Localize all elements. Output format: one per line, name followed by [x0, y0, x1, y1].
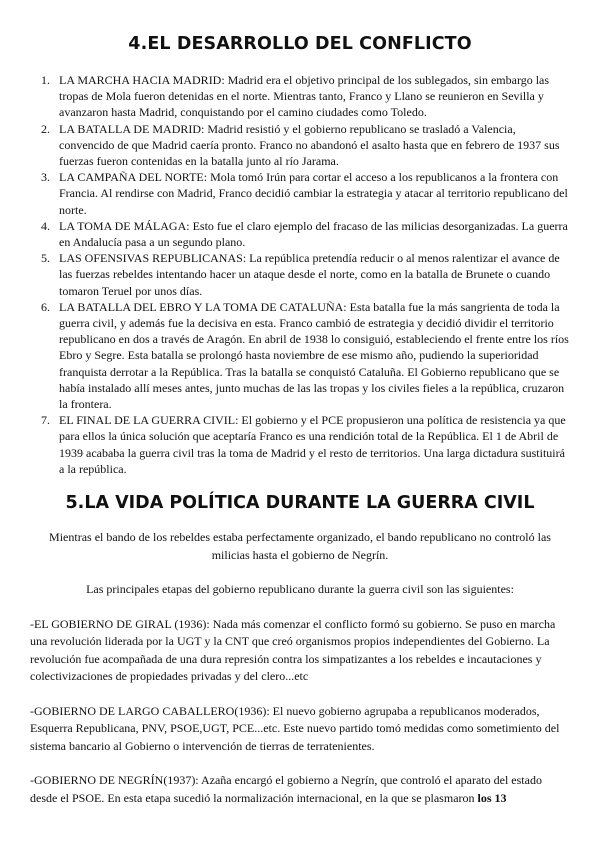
conflict-phases-list: [30, 72, 570, 477]
list-item: 4. LA TOMA DE MÁLAGA: Esto fue el claro ejemplo del fracaso de las milicias desorganizadas. La guerra en Andalucía pasa a un segundo plano.: [53, 218, 570, 250]
stages-intro: Las principales etapas del gobierno republicano durante la guerra civil son las siguientes:: [86, 582, 514, 597]
giral-government-paragraph: -EL GOBIERNO DE GIRAL (1936): Nada más comenzar el conflicto formó su gobierno. Se puso en marcha una revolución liderada por la UGT y la CNT que creó organismos propios independientes del Gobierno. La revolución fue acompañada de una dura represión contra los simpatizantes a los rebeldes e incautaciones y colectivizaciones de propiedades privadas y del clero...etc: [30, 616, 556, 684]
section-5-intro: Mientras el bando de los rebeldes estaba perfectamente organizado, el bando republicano no controló las milicias hasta el gobierno de Negrín.: [49, 530, 551, 562]
list-item: 6. LA BATALLA DEL EBRO Y LA TOMA DE CATALUÑA: Esta batalla fue la más sangrienta de toda la guerra civil, y además fue la decisiva en esta. Franco cambió de estrategia y decidió dividir el territorio republicano en dos a través de Aragón. En abril de 1938 lo consiguió, estableciendo el frente entre los ríos Ebro y Segre. Esta batalla se prolongó hasta noviembre de ese mismo año, pudiendo la superioridad franquista derrotar a la República. Tras la batalla se conquistó Cataluña. El Gobierno republicano que se había instalado allí meses antes, junto muchas de las las tropas y los civiles fieles a la república, cruzaron la frontera.: [53, 299, 570, 412]
negrin-government-paragraph: [30, 772, 570, 807]
list-item: 7. EL FINAL DE LA GUERRA CIVIL: El gobierno y el PCE propusieron una política de resistencia ya que para ellos la única solución que aceptaría Franco es una rendición total de la República. El 1 de Abril de 1939 acababa la guerra civil tras la toma de Madrid y el resto de territorios. Una larga dictadura sustituirá a la república.: [53, 412, 570, 477]
section-4-title: 4.EL DESARROLLO DEL CONFLICTO: [128, 34, 472, 54]
negrin-text: -GOBIERNO DE NEGRÍN(1937): Azaña encargó el gobierno a Negrín, que controló el aparato del estado desde el PSOE. En esta etapa sucedió la normalización internacional, en la que se plasmaron: [30, 773, 542, 805]
list-item: 1. LA MARCHA HACIA MADRID: Madrid era el objetivo principal de los sublegados, sin embargo las tropas de Mola fueron detenidas en el norte. Mientras tanto, Franco y Llano se reunieron en Sevilla y avanzaron hasta Madrid, conquistando por el camino ciudades como Toledo.: [53, 72, 570, 121]
list-item: 3. LA CAMPAÑA DEL NORTE: Mola tomó Irún para cortar el acceso a los republicanos a la frontera con Francia. Al rendirse con Madrid, Franco decidió cambiar la estrategia y atacar al territorio republicano del norte.: [53, 169, 570, 218]
list-item: 2. LA BATALLA DE MADRID: Madrid resistió y el gobierno republicano se trasladó a Valencia, convencido de que Madrid caería pronto. Franco no abandonó el asalto hasta que en febrero de 1937 sus fuerzas fueron contenidas en la batalla junto al río Jarama.: [53, 121, 570, 170]
largo-caballero-government-paragraph: -GOBIERNO DE LARGO CABALLERO(1936): El nuevo gobierno agrupaba a republicanos moderados, Esquerra Republicana, PNV, PSOE,UGT, PCE...etc. Este nuevo partido tomó medidas como sometimiento del sistema bancario al Gobierno o intervención de tierras de terratenientes.: [30, 703, 560, 753]
section-5-title: 5.LA VIDA POLÍTICA DURANTE LA GUERRA CIVIL: [65, 493, 535, 514]
negrin-bold-text: los 13: [477, 790, 507, 805]
list-item: 5. LAS OFENSIVAS REPUBLICANAS: La república pretendía reducir o al menos ralentizar el avance de las fuerzas rebeldes intentando hacer un ataque desde el norte, como en la batalla de Brunete o cuando tomaron Teruel por unos días.: [53, 250, 570, 299]
